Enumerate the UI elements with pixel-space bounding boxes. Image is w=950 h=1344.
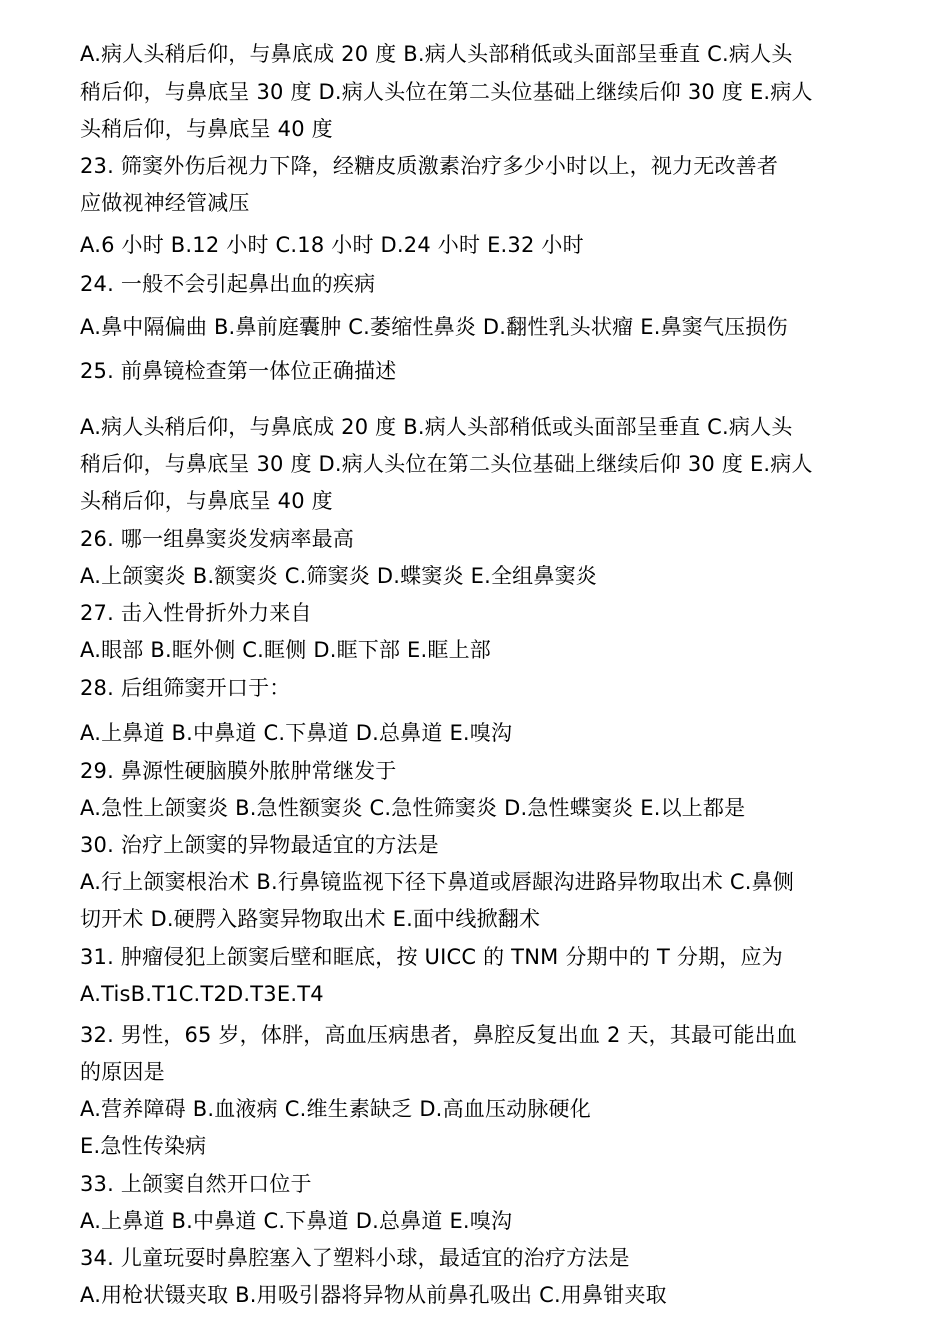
options-29: A.急性上颌窦炎 B.急性额窦炎 C.急性筛窦炎 D.急性蝶窦炎 E.以上都是: [80, 796, 746, 820]
text-line: 的原因是: [80, 1060, 165, 1084]
options-30: A.行上颌窦根治术 B.行鼻镜监视下径下鼻道或唇龈沟进路异物取出术 C.鼻侧: [80, 870, 795, 894]
text-line: 头稍后仰，与鼻底呈 40 度: [80, 489, 333, 513]
question-32: 32. 男性，65 岁，体胖，高血压病患者，鼻腔反复出血 2 天，其最可能出血: [80, 1023, 797, 1047]
text-line: A.病人头稍后仰，与鼻底成 20 度 B.病人头部稍低或头面部呈垂直 C.病人头: [80, 42, 793, 66]
options-34: A.用枪状镊夹取 B.用吸引器将异物从前鼻孔吸出 C.用鼻钳夹取: [80, 1283, 667, 1307]
options-27: A.眼部 B.眶外侧 C.眶侧 D.眶下部 E.眶上部: [80, 638, 491, 662]
question-28: 28. 后组筛窦开口于：: [80, 676, 291, 700]
options-28: A.上鼻道 B.中鼻道 C.下鼻道 D.总鼻道 E.嗅沟: [80, 721, 513, 745]
question-30: 30. 治疗上颌窦的异物最适宜的方法是: [80, 833, 439, 857]
question-23: 23. 筛窦外伤后视力下降，经糖皮质激素治疗多少小时以上，视力无改善者: [80, 154, 779, 178]
text-line: 稍后仰，与鼻底呈 30 度 D.病人头位在第二头位基础上继续后仰 30 度 E.病人: [80, 80, 813, 104]
question-33: 33. 上颌窦自然开口位于: [80, 1172, 312, 1196]
question-26: 26. 哪一组鼻窦炎发病率最高: [80, 527, 355, 551]
options-32: A.营养障碍 B.血液病 C.维生素缺乏 D.高血压动脉硬化: [80, 1097, 591, 1121]
options-23: A.6 小时 B.12 小时 C.18 小时 D.24 小时 E.32 小时: [80, 233, 584, 257]
question-29: 29. 鼻源性硬脑膜外脓肿常继发于: [80, 759, 397, 783]
question-27: 27. 击入性骨折外力来自: [80, 601, 312, 625]
options-26: A.上颌窦炎 B.额窦炎 C.筛窦炎 D.蝶窦炎 E.全组鼻窦炎: [80, 564, 597, 588]
options-31: A.TisB.T1C.T2D.T3E.T4: [80, 982, 324, 1006]
question-25: 25. 前鼻镜检查第一体位正确描述: [80, 359, 397, 383]
question-24: 24. 一般不会引起鼻出血的疾病: [80, 272, 376, 296]
text-line: 头稍后仰，与鼻底呈 40 度: [80, 117, 333, 141]
options-24: A.鼻中隔偏曲 B.鼻前庭囊肿 C.萎缩性鼻炎 D.翻性乳头状瘤 E.鼻窦气压损伤: [80, 315, 788, 339]
options-33: A.上鼻道 B.中鼻道 C.下鼻道 D.总鼻道 E.嗅沟: [80, 1209, 513, 1233]
text-line: E.急性传染病: [80, 1134, 207, 1158]
question-31: 31. 肿瘤侵犯上颌窦后壁和眶底，按 UICC 的 TNM 分期中的 T 分期，应为: [80, 945, 783, 969]
question-34: 34. 儿童玩耍时鼻腔塞入了塑料小球，最适宜的治疗方法是: [80, 1246, 630, 1270]
text-line: 切开术 D.硬腭入路窦异物取出术 E.面中线掀翻术: [80, 907, 541, 931]
text-line: 稍后仰，与鼻底呈 30 度 D.病人头位在第二头位基础上继续后仰 30 度 E.病人: [80, 452, 813, 476]
text-line: 应做视神经管减压: [80, 191, 250, 215]
options-25: A.病人头稍后仰，与鼻底成 20 度 B.病人头部稍低或头面部呈垂直 C.病人头: [80, 415, 793, 439]
